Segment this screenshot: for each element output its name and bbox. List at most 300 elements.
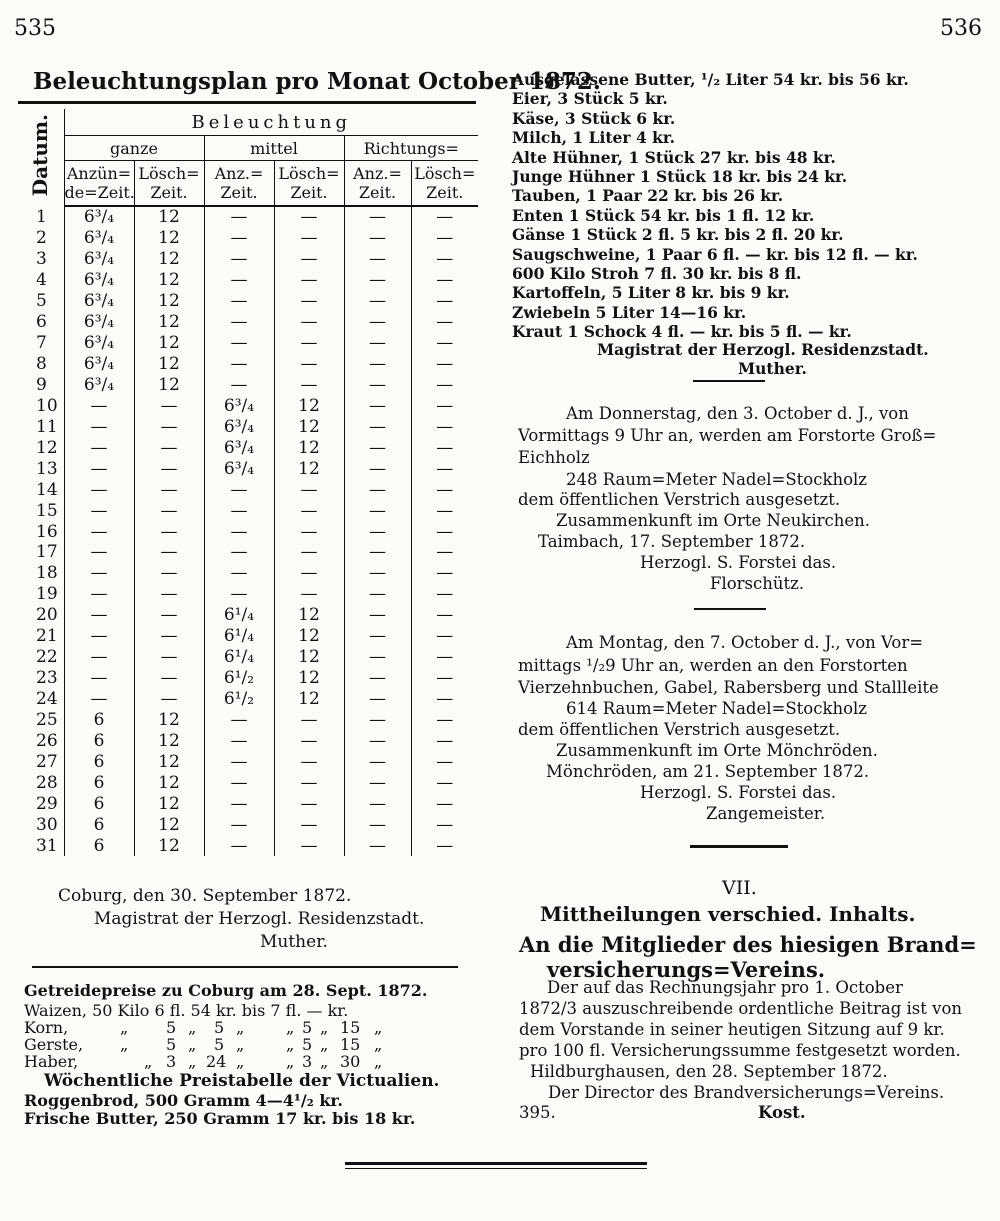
table-row [18, 751, 478, 772]
section-number: VII. [722, 877, 757, 899]
time-cell: — [274, 584, 344, 605]
notice-place-date: Mönchröden, am 21. September 1872. [546, 762, 870, 781]
time-cell: — [344, 751, 411, 772]
table-row [18, 647, 478, 668]
day-cell: 22 [36, 647, 58, 668]
day-cell: 29 [36, 793, 58, 814]
food-price-line: Gänse 1 Stück 2 fl. 5 kr. bis 2 fl. 20 kr. [512, 225, 844, 245]
col-header: Lösch= Zeit. [134, 161, 204, 207]
time-cell: — [204, 730, 274, 751]
time-cell: — [344, 793, 411, 814]
time-cell: — [134, 521, 204, 542]
time-cell: — [411, 626, 478, 647]
time-cell: — [411, 751, 478, 772]
day-cell: 12 [36, 437, 58, 458]
day-cell: 18 [36, 563, 58, 584]
notice-heading: An die Mitglieder des hiesigen Brand= [519, 932, 977, 957]
time-cell: — [344, 563, 411, 584]
time-cell: — [344, 647, 411, 668]
notice-line: Vierzehnbuchen, Gabel, Rabersberg und Stallleite [518, 678, 939, 697]
day-cell: 5 [36, 291, 47, 312]
time-cell: — [274, 563, 344, 584]
time-cell: 6¹/₄ [204, 647, 274, 668]
time-cell: — [344, 395, 411, 416]
time-cell: — [204, 710, 274, 731]
time-cell: 6³/₄ [64, 333, 134, 354]
time-cell: — [64, 395, 134, 416]
time-cell: 6³/₄ [64, 270, 134, 291]
time-cell: 12 [134, 835, 204, 856]
time-cell: — [204, 375, 274, 396]
ditto-mark: „ [236, 1018, 245, 1037]
time-cell: — [274, 249, 344, 270]
time-cell: — [204, 521, 274, 542]
grain-label: Gerste, [24, 1035, 84, 1054]
day-cell: 20 [36, 605, 58, 626]
food-price-line: Käse, 3 Stück 6 kr. [512, 108, 676, 128]
datum-label: Datum. [28, 113, 53, 197]
day-cell: 4 [36, 270, 47, 291]
col-header: Anzün= de=Zeit. [64, 161, 134, 207]
table-row [18, 710, 478, 731]
notice-authority: Herzogl. S. Forstei das. [640, 783, 837, 802]
time-cell: — [64, 437, 134, 458]
day-cell: 30 [36, 814, 58, 835]
body-line: Der auf das Rechnungsjahr pro 1. October [547, 978, 903, 997]
table-row [18, 206, 478, 228]
day-cell: 27 [36, 751, 58, 772]
time-cell: — [134, 458, 204, 479]
time-cell: — [64, 689, 134, 710]
time-cell: — [344, 626, 411, 647]
time-cell: — [344, 354, 411, 375]
grain-value: 15 [340, 1035, 361, 1054]
time-cell: 6 [64, 730, 134, 751]
day-cell: 24 [36, 689, 58, 710]
ditto-mark: „ [188, 1018, 197, 1037]
table-row [18, 730, 478, 751]
time-cell: — [274, 793, 344, 814]
time-cell: — [274, 772, 344, 793]
lighting-plan-title: Beleuchtungsplan pro Monat October 1872. [33, 68, 601, 95]
table-row [18, 333, 478, 354]
notice-line: Am Montag, den 7. October d. J., von Vor= [566, 633, 924, 652]
col-header: Lösch= Zeit. [274, 161, 344, 207]
time-cell: — [274, 521, 344, 542]
time-cell: — [64, 479, 134, 500]
body-line: dem Vorstande in seiner heutigen Sitzung auf 9 kr. [519, 1020, 945, 1039]
time-cell: — [274, 730, 344, 751]
time-cell: — [134, 584, 204, 605]
day-cell: 17 [36, 542, 58, 563]
notice-line: Vormittags 9 Uhr an, werden am Forstorte Groß= [518, 426, 937, 445]
group-ganze: ganze [64, 136, 204, 161]
time-cell: — [344, 375, 411, 396]
time-cell: — [344, 772, 411, 793]
time-cell: — [64, 647, 134, 668]
time-cell: — [344, 814, 411, 835]
day-cell: 10 [36, 395, 58, 416]
table-row [18, 689, 478, 710]
table-row [18, 437, 478, 458]
grain-value: 30 [340, 1052, 361, 1071]
time-cell: — [344, 206, 411, 228]
day-cell: 26 [36, 730, 58, 751]
page-number-left: 535 [14, 16, 56, 41]
notice-line: Zusammenkunft im Orte Mönchröden. [556, 741, 878, 760]
day-cell: 11 [36, 416, 58, 437]
time-cell: — [204, 584, 274, 605]
table-row [18, 416, 478, 437]
time-cell: — [64, 605, 134, 626]
food-price-line: Kartoffeln, 5 Liter 8 kr. bis 9 kr. [512, 283, 790, 303]
day-cell: 31 [36, 835, 58, 856]
day-cell: 28 [36, 772, 58, 793]
time-cell: — [134, 437, 204, 458]
time-cell: — [344, 542, 411, 563]
table-row [18, 772, 478, 793]
datum-header [18, 109, 64, 206]
time-cell: — [411, 228, 478, 249]
weekly-price-title: Wöchentliche Preistabelle der Victualien. [44, 1071, 440, 1091]
time-cell: — [344, 416, 411, 437]
time-cell: — [411, 437, 478, 458]
time-cell: — [204, 249, 274, 270]
signer-name: Kost. [758, 1103, 806, 1122]
col-header: Anz.= Zeit. [204, 161, 274, 207]
time-cell: — [411, 500, 478, 521]
time-cell: — [411, 479, 478, 500]
time-cell: — [204, 835, 274, 856]
day-cell: 19 [36, 584, 58, 605]
time-cell: — [274, 206, 344, 228]
time-cell: — [411, 249, 478, 270]
bottom-rule-top [345, 1162, 647, 1165]
group-mittel: mittel [204, 136, 344, 161]
weekly-row: Frische Butter, 250 Gramm 17 kr. bis 18 kr. [24, 1109, 416, 1128]
grain-value: 5 [166, 1035, 177, 1054]
time-cell: — [411, 772, 478, 793]
ditto-mark: „ [120, 1035, 129, 1054]
grain-row-text: Waizen, 50 Kilo 6 fl. 54 kr. bis 7 fl. — kr. [24, 1001, 349, 1020]
table-row [18, 312, 478, 333]
grain-value: 3 [166, 1052, 177, 1071]
time-cell: 12 [134, 206, 204, 228]
bottom-rule-bottom [345, 1168, 647, 1169]
time-cell: — [344, 689, 411, 710]
grain-prices-title: Getreidepreise zu Coburg am 28. Sept. 1872. [24, 981, 428, 1000]
grain-value: 5 [214, 1018, 225, 1037]
time-cell: — [411, 395, 478, 416]
table-row [18, 814, 478, 835]
food-price-line: Saugschweine, 1 Paar 6 fl. — kr. bis 12 fl. — kr. [512, 244, 918, 264]
day-cell: 25 [36, 709, 58, 730]
time-cell: — [274, 291, 344, 312]
time-cell: — [204, 793, 274, 814]
table-row [18, 605, 478, 626]
time-cell: 6³/₄ [204, 458, 274, 479]
time-cell: — [411, 647, 478, 668]
food-price-line: Zwiebeln 5 Liter 14—16 kr. [512, 302, 747, 322]
food-price-line: Milch, 1 Liter 4 kr. [512, 128, 676, 148]
day-cell: 9 [36, 374, 47, 395]
table-row [18, 584, 478, 605]
time-cell: 6³/₄ [64, 228, 134, 249]
time-cell: — [274, 270, 344, 291]
ditto-mark: „ [374, 1035, 383, 1054]
time-cell: 6 [64, 793, 134, 814]
table-row [18, 626, 478, 647]
time-cell: 6¹/₄ [204, 626, 274, 647]
time-cell: — [344, 312, 411, 333]
ditto-mark: „ [286, 1035, 295, 1054]
table-row [18, 375, 478, 396]
grain-label: Korn, [24, 1018, 69, 1037]
time-cell: — [274, 835, 344, 856]
time-cell: — [204, 312, 274, 333]
time-cell: — [274, 751, 344, 772]
time-cell: — [411, 835, 478, 856]
time-cell: — [344, 291, 411, 312]
time-cell: — [64, 542, 134, 563]
time-cell: 6³/₄ [64, 312, 134, 333]
time-cell: — [204, 751, 274, 772]
time-cell: — [344, 333, 411, 354]
time-cell: — [274, 479, 344, 500]
time-cell: 12 [274, 458, 344, 479]
time-cell: — [344, 479, 411, 500]
time-cell: — [204, 772, 274, 793]
time-cell: — [274, 814, 344, 835]
grain-value: 5 [166, 1018, 177, 1037]
col-header: Anz.= Zeit. [344, 161, 411, 207]
table-row [18, 793, 478, 814]
time-cell: — [274, 710, 344, 731]
time-cell: 12 [134, 312, 204, 333]
page-number-right: 536 [940, 16, 982, 41]
notice-line: dem öffentlichen Verstrich ausgesetzt. [518, 490, 841, 509]
time-cell: 12 [274, 416, 344, 437]
signature-name: Muther. [260, 932, 328, 952]
time-cell: — [411, 333, 478, 354]
ditto-mark: „ [374, 1018, 383, 1037]
time-cell: — [274, 375, 344, 396]
weekly-row: Roggenbrod, 500 Gramm 4—4¹/₂ kr. [24, 1091, 343, 1110]
notice-signer: Florschütz. [710, 574, 805, 593]
time-cell: — [411, 710, 478, 731]
time-cell: — [64, 500, 134, 521]
day-cell: 13 [36, 458, 58, 479]
time-cell: — [134, 500, 204, 521]
notice-authority: Herzogl. S. Forstei das. [640, 553, 837, 572]
grain-value: 3 [302, 1052, 313, 1071]
short-rule [693, 380, 765, 382]
time-cell: 12 [134, 354, 204, 375]
time-cell: 6³/₄ [64, 249, 134, 270]
section-rule [690, 845, 788, 848]
table-row [18, 835, 478, 856]
time-cell: 12 [134, 375, 204, 396]
time-cell: — [64, 626, 134, 647]
time-cell: — [204, 814, 274, 835]
time-cell: — [411, 206, 478, 228]
notice-heading: versicherungs=Vereins. [547, 957, 826, 982]
signature-place-date: Coburg, den 30. September 1872. [58, 886, 352, 906]
time-cell: 6 [64, 710, 134, 731]
time-cell: — [344, 521, 411, 542]
table-row [18, 521, 478, 542]
day-cell: 1 [36, 206, 47, 227]
notice-place-date: Taimbach, 17. September 1872. [538, 532, 806, 551]
time-cell: 6¹/₄ [204, 605, 274, 626]
table-row [18, 270, 478, 291]
time-cell: — [134, 647, 204, 668]
time-cell: — [344, 730, 411, 751]
time-cell: — [204, 333, 274, 354]
time-cell: — [134, 668, 204, 689]
time-cell: — [204, 354, 274, 375]
time-cell: — [134, 479, 204, 500]
time-cell: — [274, 354, 344, 375]
signature-name: Muther. [738, 359, 807, 378]
time-cell: — [134, 563, 204, 584]
ditto-mark: „ [188, 1052, 197, 1071]
time-cell: 12 [134, 814, 204, 835]
time-cell: — [64, 416, 134, 437]
ditto-mark: „ [236, 1035, 245, 1054]
time-cell: — [64, 458, 134, 479]
time-cell: 12 [134, 730, 204, 751]
time-cell: — [204, 206, 274, 228]
ditto-mark: „ [188, 1035, 197, 1054]
time-cell: 6³/₄ [204, 416, 274, 437]
ditto-mark: „ [374, 1052, 383, 1071]
table-row [18, 479, 478, 500]
table-row [18, 354, 478, 375]
ditto-mark: „ [320, 1035, 329, 1054]
ditto-mark: „ [286, 1018, 295, 1037]
time-cell: — [134, 542, 204, 563]
time-cell: — [344, 249, 411, 270]
time-cell: — [134, 416, 204, 437]
time-cell: 12 [274, 437, 344, 458]
time-cell: 6 [64, 751, 134, 772]
grain-value: 5 [302, 1035, 313, 1054]
time-cell: 6¹/₂ [204, 689, 274, 710]
time-cell: — [344, 710, 411, 731]
table-row [18, 458, 478, 479]
time-cell: — [411, 563, 478, 584]
time-cell: — [411, 814, 478, 835]
food-price-line: Ausgelassene Butter, ¹/₂ Liter 54 kr. bis 56 kr. [512, 70, 909, 89]
body-line: pro 100 fl. Versicherungssumme festgesetzt worden. [519, 1041, 961, 1060]
time-cell: 12 [274, 689, 344, 710]
time-cell: — [411, 730, 478, 751]
time-cell: — [411, 270, 478, 291]
time-cell: — [344, 584, 411, 605]
time-cell: 12 [134, 228, 204, 249]
time-cell: — [134, 626, 204, 647]
time-cell: — [411, 354, 478, 375]
short-rule [694, 608, 766, 610]
time-cell: — [344, 835, 411, 856]
notice-line: 248 Raum=Meter Nadel=Stockholz [566, 470, 868, 489]
title-rule [18, 101, 476, 104]
time-cell: — [344, 500, 411, 521]
time-cell: — [411, 605, 478, 626]
time-cell: — [274, 500, 344, 521]
food-price-line: Enten 1 Stück 54 kr. bis 1 fl. 12 kr. [512, 205, 815, 225]
notice-line: 614 Raum=Meter Nadel=Stockholz [566, 699, 868, 718]
time-cell: 6 [64, 835, 134, 856]
time-cell: 6³/₄ [204, 437, 274, 458]
beleuchtung-header: Beleuchtung [64, 109, 478, 136]
ditto-mark: „ [236, 1052, 245, 1071]
time-cell: — [64, 521, 134, 542]
time-cell: — [204, 270, 274, 291]
time-cell: — [411, 416, 478, 437]
food-price-line: Junge Hühner 1 Stück 18 kr. bis 24 kr. [512, 167, 848, 186]
time-cell: — [134, 689, 204, 710]
day-cell: 21 [36, 626, 58, 647]
table-row [18, 249, 478, 270]
time-cell: — [274, 312, 344, 333]
time-cell: — [344, 228, 411, 249]
time-cell: 12 [274, 626, 344, 647]
time-cell: — [344, 458, 411, 479]
table-row [18, 395, 478, 416]
grain-value: 5 [302, 1018, 313, 1037]
ditto-mark: „ [286, 1052, 295, 1071]
time-cell: — [344, 437, 411, 458]
day-cell: 15 [36, 500, 58, 521]
col-header: Lösch= Zeit. [411, 161, 478, 207]
time-cell: — [64, 584, 134, 605]
day-cell: 7 [36, 333, 47, 354]
time-cell: 12 [134, 772, 204, 793]
time-cell: 6³/₄ [64, 354, 134, 375]
ditto-mark: „ [120, 1018, 129, 1037]
time-cell: 6 [64, 814, 134, 835]
time-cell: — [411, 521, 478, 542]
table-row [18, 668, 478, 689]
time-cell: 12 [134, 270, 204, 291]
time-cell: — [411, 542, 478, 563]
day-cell: 23 [36, 668, 58, 689]
time-cell: — [274, 542, 344, 563]
day-cell: 2 [36, 228, 47, 249]
time-cell: — [134, 395, 204, 416]
time-cell: 12 [134, 793, 204, 814]
time-cell: 12 [134, 710, 204, 731]
time-cell: — [411, 793, 478, 814]
time-cell: 6¹/₂ [204, 668, 274, 689]
notice-line: Zusammenkunft im Orte Neukirchen. [556, 511, 871, 530]
day-cell: 6 [36, 312, 47, 333]
lighting-table [18, 109, 478, 856]
time-cell: — [64, 668, 134, 689]
time-cell: — [274, 228, 344, 249]
grain-value: 24 [206, 1052, 227, 1071]
grain-label: Haber, [24, 1052, 79, 1071]
time-cell: — [411, 668, 478, 689]
time-cell: — [411, 375, 478, 396]
time-cell: — [204, 291, 274, 312]
time-cell: — [344, 605, 411, 626]
time-cell: — [411, 312, 478, 333]
day-cell: 3 [36, 249, 47, 270]
table-row [18, 500, 478, 521]
